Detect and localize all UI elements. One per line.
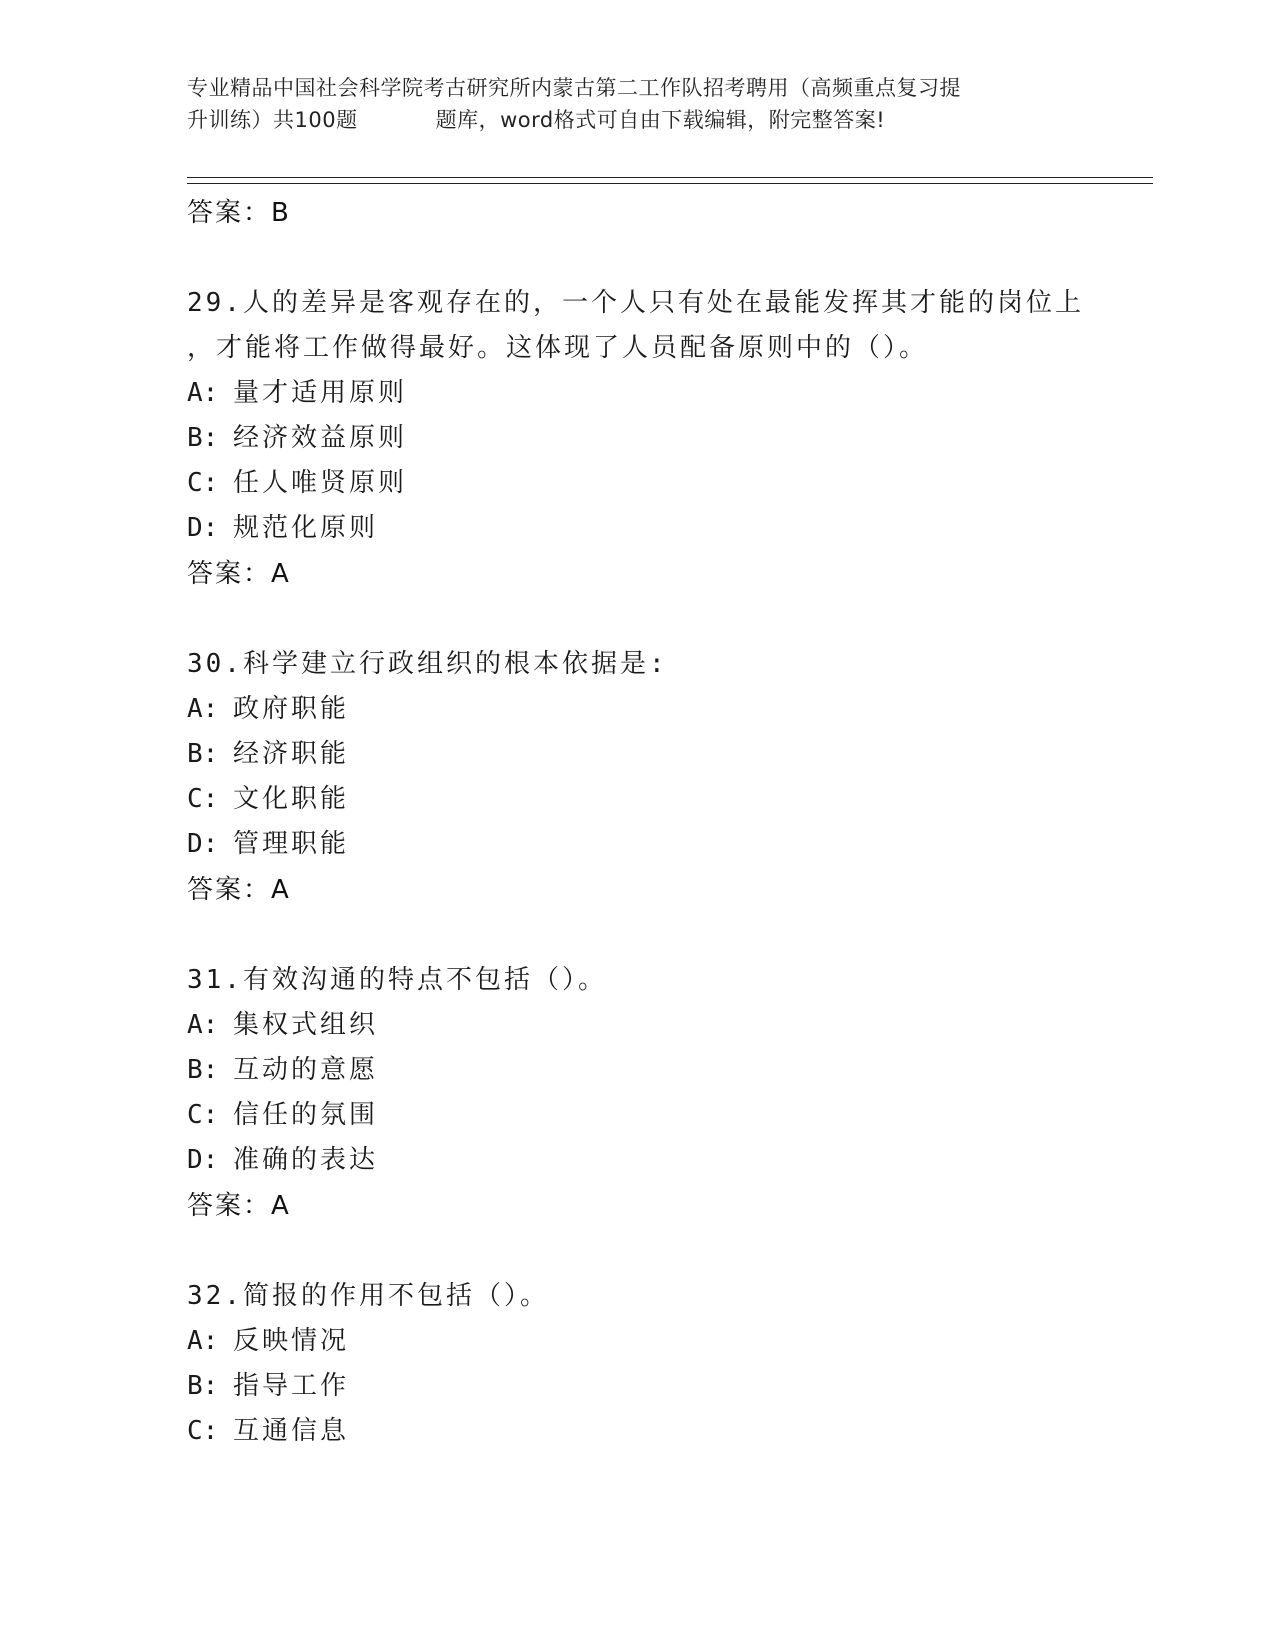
option-letter: C: (187, 1416, 219, 1446)
question-option (187, 1364, 1147, 1409)
header-rule-bottom (187, 183, 1153, 184)
question-list (187, 190, 1147, 1454)
question-item (187, 281, 1147, 597)
question-item (187, 1274, 1147, 1454)
option-text: 准确的表达 (233, 1145, 379, 1175)
question-option (187, 1003, 1147, 1048)
question-option (187, 777, 1147, 822)
option-letter: B: (187, 1055, 219, 1085)
question-option (187, 1138, 1147, 1183)
question-option (187, 371, 1147, 416)
question-spacer (187, 913, 1147, 958)
option-letter: C: (187, 784, 219, 814)
question-stem-line: 29.人的差异是客观存在的，一个人只有处在最能发挥其才能的岗位上 (187, 288, 1084, 318)
header-line-2-right: 题库，word格式可自由下载编辑，附完整答案! (435, 108, 886, 132)
option-text: 政府职能 (233, 694, 350, 724)
option-text: 指导工作 (233, 1371, 350, 1401)
option-letter: A: (187, 1326, 219, 1356)
question-option (187, 506, 1147, 551)
question-option (187, 822, 1147, 867)
option-text: 经济效益原则 (233, 423, 408, 453)
option-text: 互动的意愿 (233, 1055, 379, 1085)
answer-line: 答案：B (187, 198, 291, 228)
option-letter: A: (187, 378, 219, 408)
answer-line: 答案：A (187, 559, 291, 589)
question-option (187, 732, 1147, 777)
option-text: 互通信息 (233, 1416, 350, 1446)
question-stem-line: ，才能将工作做得最好。这体现了人员配备原则中的（）。 (187, 333, 929, 363)
option-letter: C: (187, 468, 219, 498)
option-letter: B: (187, 423, 219, 453)
header-line-1: 专业精品中国社会科学院考古研究所内蒙古第二工作队招考聘用（高频重点复习提 (187, 76, 961, 100)
question-option (187, 1319, 1147, 1364)
option-letter: B: (187, 1371, 219, 1401)
option-letter: D: (187, 829, 219, 859)
question-stem-line: 31.有效沟通的特点不包括（）。 (187, 965, 607, 995)
page-header (187, 72, 1087, 136)
option-text: 文化职能 (233, 784, 350, 814)
question-option (187, 461, 1147, 506)
question-option (187, 687, 1147, 732)
question-option (187, 1048, 1147, 1093)
option-letter: D: (187, 1145, 219, 1175)
option-text: 任人唯贤原则 (233, 468, 408, 498)
question-item (187, 642, 1147, 913)
question-spacer (187, 1229, 1147, 1274)
option-text: 集权式组织 (233, 1010, 379, 1040)
header-line-2-left: 升训练）共100题 (187, 108, 358, 132)
question-option (187, 1093, 1147, 1138)
option-letter: D: (187, 513, 219, 543)
option-letter: A: (187, 694, 219, 724)
option-text: 反映情况 (233, 1326, 350, 1356)
header-line-2 (187, 104, 1087, 136)
question-option (187, 416, 1147, 461)
question-option (187, 1409, 1147, 1454)
question-stem-line: 30.科学建立行政组织的根本依据是: (187, 649, 668, 679)
option-letter: B: (187, 739, 219, 769)
answer-line: 答案：A (187, 1191, 291, 1221)
answer-line: 答案：A (187, 875, 291, 905)
option-text: 经济职能 (233, 739, 350, 769)
question-spacer (187, 597, 1147, 642)
header-rule-top (187, 177, 1153, 178)
option-text: 量才适用原则 (233, 378, 408, 408)
option-letter: C: (187, 1100, 219, 1130)
question-spacer (187, 236, 1147, 281)
option-text: 管理职能 (233, 829, 350, 859)
question-stem-line: 32.简报的作用不包括（）。 (187, 1281, 549, 1311)
option-text: 规范化原则 (233, 513, 379, 543)
option-text: 信任的氛围 (233, 1100, 379, 1130)
question-item (187, 958, 1147, 1229)
option-letter: A: (187, 1010, 219, 1040)
